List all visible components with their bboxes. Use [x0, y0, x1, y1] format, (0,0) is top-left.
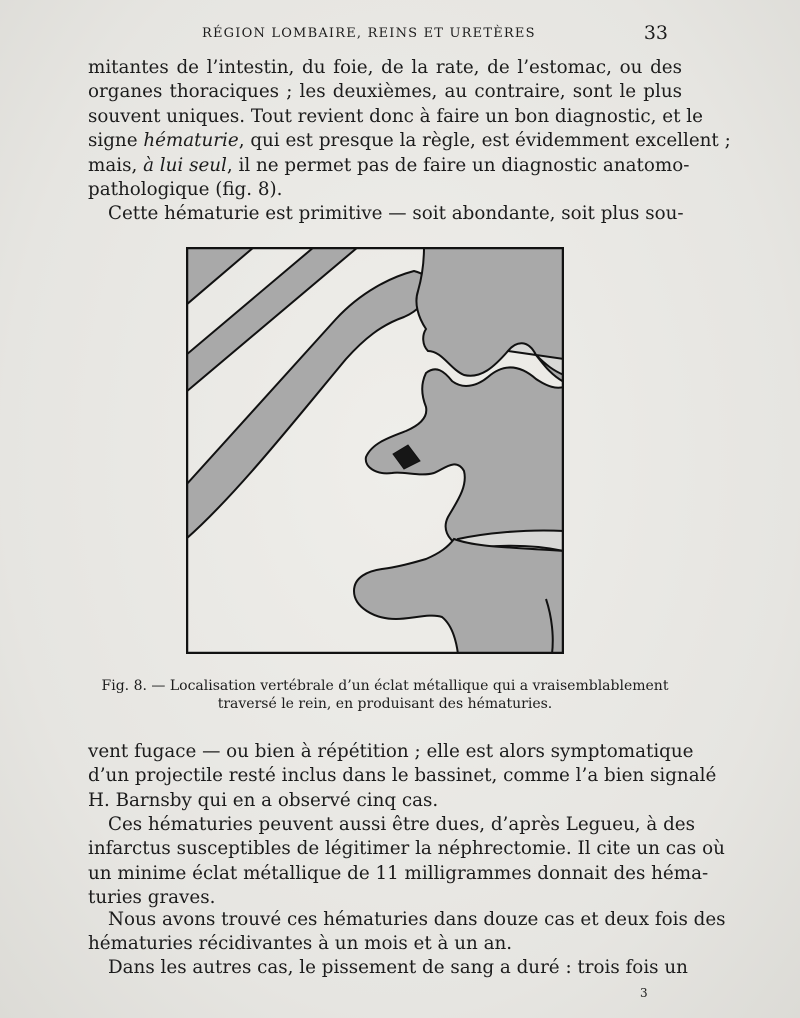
figure-8	[186, 247, 564, 654]
text-run: mais,	[88, 154, 144, 176]
text-line: d’un projectile resté inclus dans le bassinet, comme l’a bien signalé	[88, 765, 717, 787]
paragraph-5	[88, 908, 726, 957]
text-line: Cette hématurie est primitive — soit abondante, soit plus sou-	[108, 203, 684, 224]
text-line: Dans les autres cas, le pissement de sang a duré : trois fois un	[108, 957, 688, 978]
signature-mark: 3	[640, 986, 648, 1000]
xray-illustration	[186, 247, 564, 654]
text-line: organes thoraciques ; les deuxièmes, au contraire, sont le plus	[88, 81, 682, 103]
text-line: hématuries récidivantes à un mois et à un an.	[88, 933, 513, 955]
text-line: vent fugace — ou bien à répétition ; elle est alors symptomatique	[88, 741, 694, 762]
figure-caption	[88, 677, 682, 713]
rib-lower	[186, 271, 432, 539]
running-head: RÉGION LOMBAIRE, REINS ET URETÈRES	[202, 26, 536, 41]
text-run: , il ne permet pas de faire un diagnostic anatomo-	[226, 154, 690, 176]
paragraph-2	[88, 202, 682, 226]
text-line	[88, 129, 731, 153]
text-line: turies graves.	[88, 887, 216, 909]
text-line: Ces hématuries peuvent aussi être dues, d’après Legueu, à des	[108, 814, 695, 835]
emphasis-hematurie: hématurie	[143, 130, 239, 152]
paragraph-6	[88, 956, 688, 980]
text-line: infarctus susceptibles de légitimer la néphrectomie. Il cite un cas où	[88, 838, 725, 860]
text-run: , qui est presque la règle, est évidemment excellent ;	[238, 130, 731, 152]
text-line: Nous avons trouvé ces hématuries dans douze cas et deux fois des	[108, 909, 726, 930]
text-line: H. Barnsby qui en a observé cinq cas.	[88, 789, 439, 811]
text-line: un minime éclat métallique de 11 milligrammes donnait des héma-	[88, 862, 709, 884]
caption-text-line-2: traversé le rein, en produisant des hématuries.	[217, 696, 553, 712]
rib-upper	[186, 247, 254, 305]
vertebra-lower	[354, 539, 564, 654]
text-line: pathologique (fig. 8).	[88, 179, 283, 201]
text-line	[88, 154, 690, 178]
paragraph-4	[88, 813, 725, 911]
paragraph-3	[88, 740, 717, 813]
text-line: souvent uniques. Tout revient donc à faire un bon diagnostic, et le	[88, 105, 703, 127]
caption-label: Fig. 8. —	[101, 678, 170, 694]
paragraph-1	[88, 56, 731, 202]
emphasis-a-lui-seul: à lui seul	[143, 154, 227, 176]
text-line: mitantes de l’intestin, du foie, de la rate, de l’estomac, ou des	[88, 57, 682, 78]
text-run: signe	[88, 130, 144, 152]
page-number: 33	[643, 22, 668, 44]
page-header	[90, 22, 680, 46]
caption-text-line-1: Localisation vertébrale d’un éclat métallique qui a vraisemblablement	[169, 678, 669, 694]
